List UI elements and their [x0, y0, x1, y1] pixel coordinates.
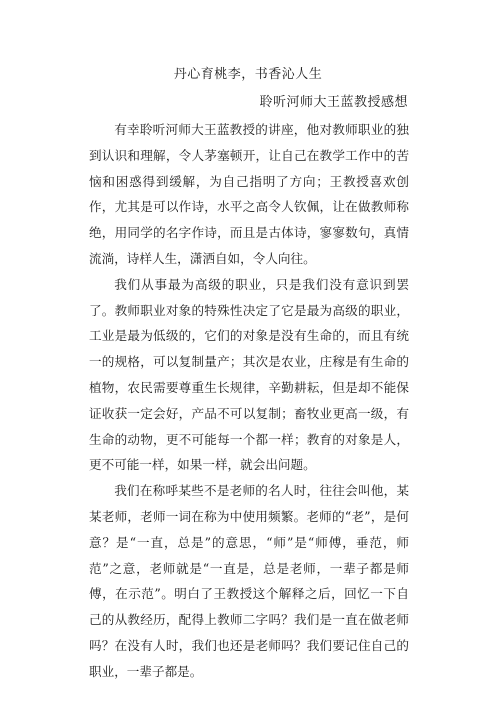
document-body [89, 117, 409, 685]
document-title: 丹心育桃李，书香沁人生 [173, 67, 323, 82]
paragraph-3: 我们在称呼某些不是老师的名人时，往往会叫他，某某老师，老师一词在称为中使用频繁。老师的“老”，是何意？是“一直，总是”的意思，“师”是“师傅，垂范，师范”之意，老师就是“一直是，总是老师，一辈子都是师傅，在示范”。明白了王教授这个解释之后，回忆一下自己的从教经历，配得上教师二字吗？我们是一直在做老师吗？在没有人时，我们也还是老师吗？我们要记住自己的职业，一辈子都是。 [89, 483, 409, 679]
paragraph-1: 有幸聆听河师大王蓝教授的讲座，他对教师职业的独到认识和理解，令人茅塞顿开，让自己在教学工作中的苦恼和困惑得到缓解，为自己指明了方向；王教授喜欢创作，尤其是可以作诗，水平之高令人钦佩，让在做教师称绝，用同学的名字作诗，而且是古体诗，寥寥数句，真情流淌，诗样人生，潇洒自如，令人向往。 [89, 122, 409, 266]
document-subtitle: 聆听河师大王蓝教授感想 [259, 95, 408, 110]
paragraph-2: 我们从事最为高级的职业，只是我们没有意识到罢了。教师职业对象的特殊性决定了它是最为高级的职业，工业是最为低级的，它们的对象是没有生命的，而且有统一的规格，可以复制量产；其次是农业，庄稼是有生命的植物，农民需要尊重生长规律，辛勤耕耘，但是却不能保证收获一定会好，产品不可以复制；畜牧业更高一级，有生命的动物，更不可能每一个都一样；教育的对象是人，更不可能一样，如果一样，就会出问题。 [89, 276, 409, 473]
